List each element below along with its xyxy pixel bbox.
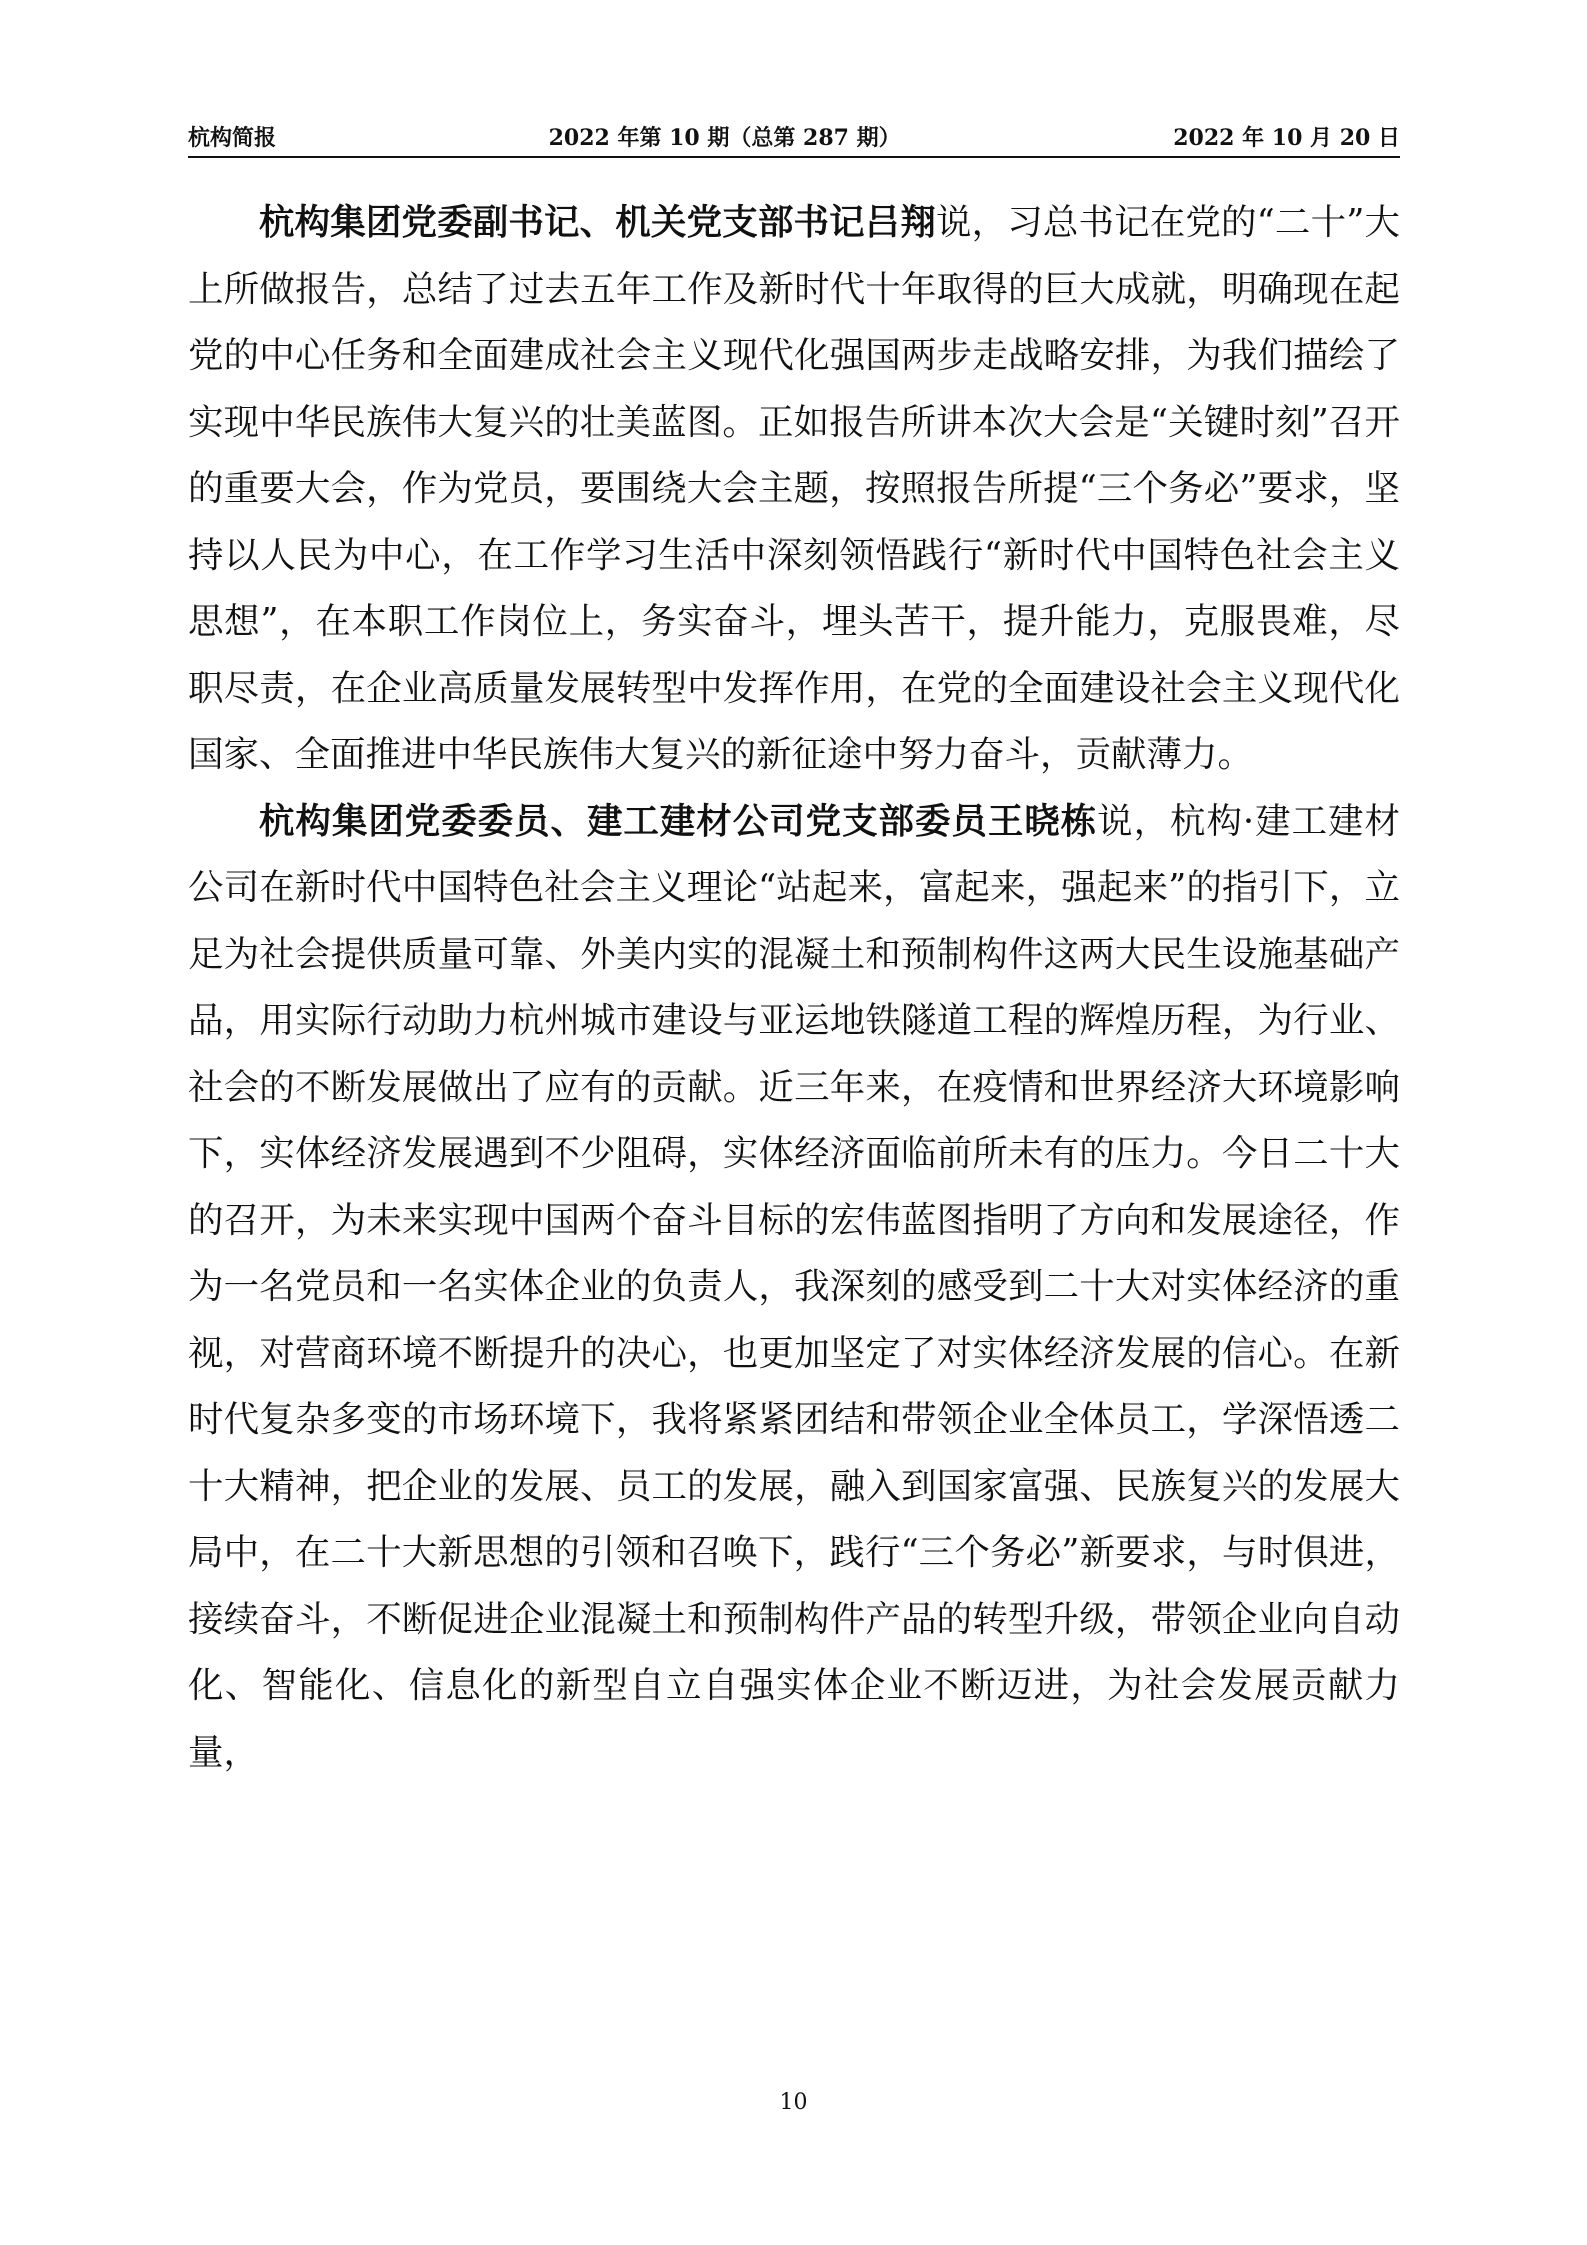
page-header (188, 112, 1400, 152)
paragraph-text: 说，杭构·建工建材公司在新时代中国特色社会主义理论“站起来，富起来，强起来”的指引下，立足为社会提供质量可靠、外美内实的混凝土和预制构件这两大民生设施基础产品，用实际行动助力杭州城市建设与亚运地铁隧道工程的辉煌历程，为行业、社会的不断发展做出了应有的贡献。近三年来，在疫情和世界经济大环境影响下，实体经济发展遇到不少阻碍，实体经济面临前所未有的压力。今日二十大的召开，为未来实现中国两个奋斗目标的宏伟蓝图指明了方向和发展途径，作为一名党员和一名实体企业的负责人，我深刻的感受到二十大对实体经济的重视，对营商环境不断提升的决心，也更加坚定了对实体经济发展的信心。在新时代复杂多变的市场环境下，我将紧紧团结和带领企业全体员工，学深悟透二十大精神，把企业的发展、员工的发展，融入到国家富强、民族复兴的发展大局中，在二十大新思想的引领和召唤下，践行“三个务必”新要求，与时俱进，接续奋斗，不断促进企业混凝土和预制构件产品的转型升级，带领企业向自动化、智能化、信息化的新型自立自强实体企业不断迈进，为社会发展贡献力量， (188, 800, 1400, 1773)
header-date: 2022 年 10 月 20 日 (1173, 125, 1400, 151)
paragraph-wang-xiaodong (188, 789, 1400, 1787)
page-number: 10 (779, 2090, 808, 2115)
paragraph-lv-xiang (188, 190, 1400, 789)
header-issue-number: 2022 年第 10 期（总第 287 期） (548, 125, 901, 151)
header-rule (188, 156, 1400, 158)
speaker-name: 杭构集团党委委员、建工建材公司党支部委员王晓栋 (259, 800, 1098, 842)
header-publication-name: 杭构简报 (188, 125, 277, 151)
speaker-name: 杭构集团党委副书记、机关党支部书记吕翔 (259, 202, 936, 243)
page-footer (0, 2090, 1587, 2115)
paragraph-text: 说，习总书记在党的“二十”大上所做报告，总结了过去五年工作及新时代十年取得的巨大成就，明确现在起党的中心任务和全面建成社会主义现代化强国两步走战略安排，为我们描绘了实现中华民族伟大复兴的壮美蓝图。正如报告所讲本次大会是“关键时刻”召开的重要大会，作为党员，要围绕大会主题，按照报告所提“三个务必”要求，坚持以人民为中心，在工作学习生活中深刻领悟践行“新时代中国特色社会主义思想”，在本职工作岗位上，务实奋斗，埋头苦干，提升能力，克服畏难，尽职尽责，在企业高质量发展转型中发挥作用，在党的全面建设社会主义现代化国家、全面推进中华民族伟大复兴的新征途中努力奋斗，贡献薄力。 (188, 202, 1400, 775)
article-body (188, 190, 1400, 1786)
